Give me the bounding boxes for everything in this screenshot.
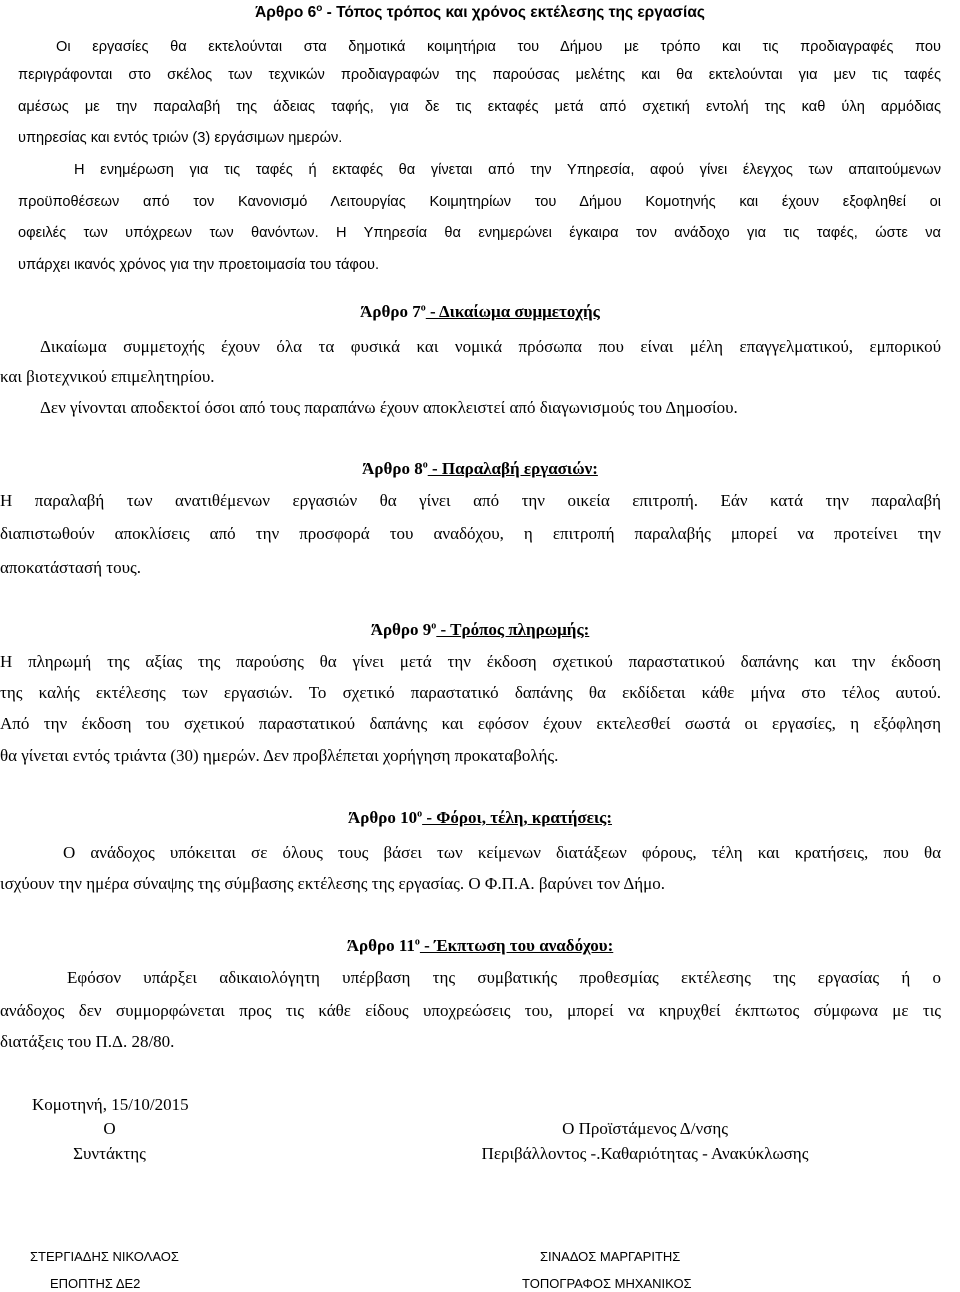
article-11-heading [0, 935, 960, 957]
article-6-p2-line-2: προϋποθέσεων από τον Κανονισμό Λειτουργίας Κοιμητηρίων του Δήμου Κομοτηνής και έχουν εξοφληθεί οι [18, 194, 941, 210]
article-7-title-sup: ο [420, 302, 426, 314]
article-8-p1-line-1: Η παραλαβή των ανατιθέμενων εργασιών θα γίνει από την οικεία επιτροπή. Εάν κατά την παραλαβή [0, 491, 941, 510]
article-10-title-sup: ο [417, 808, 423, 820]
left-signatory-line-1: Ο [103, 1119, 116, 1138]
article-8-title-b: - Παραλαβή εργασιών: [427, 459, 598, 478]
article-6-p2-line-3: οφειλές των υπόχρεων των θανόντων. Η Υπηρεσία θα ενημερώνει έγκαιρα τον ανάδοχο για τις ταφές, ώστε να [18, 225, 941, 241]
article-9-p1-line-2: της καλής εκτέλεσης των εργασιών. Το σχετικό παραστατικό δαπάνης θα εκδίδεται κάθε μήνα στο τέλος αυτού. [0, 683, 941, 702]
article-11-p1-line-2: ανάδοχος δεν συμμορφώνεται προς τις κάθε είδους υποχρεώσεις του, μπορεί να κηρυχθεί έκπτωτος σύμφωνα με τις [0, 1001, 941, 1020]
article-8-heading [0, 458, 960, 480]
right-signer-name: ΣΙΝΑΔΟΣ ΜΑΡΓΑΡΙΤΗΣ [540, 1249, 681, 1264]
article-6-p1-line-4: υπηρεσίας και εντός τριών (3) εργάσιμων ημερών. [18, 130, 343, 146]
article-11-title-b: - Έκπτωση του αναδόχου: [419, 936, 614, 955]
article-10-p1-line-1: Ο ανάδοχος υπόκειται σε όλους τους βάσει των κείμενων διατάξεων φόρους, τέλη και κρατήσεις, που θα [63, 843, 941, 862]
article-6-p1-line-3: αμέσως με την παραλαβή της άδειας ταφής, για δε τις εκταφές μετά από σχετική εντολή της καθ ύλη αρμόδιας [18, 99, 941, 115]
article-9-heading [0, 619, 960, 641]
article-10-title-b: - Φόροι, τέλη, κρατήσεις: [422, 808, 612, 827]
left-signer-name: ΣΤΕΡΓΙΑΔΗΣ ΝΙΚΟΛΑΟΣ [30, 1249, 179, 1264]
article-8-p1-line-2: διαπιστωθούν αποκλίσεις από την προσφορά του αναδόχου, η επιτροπή παραλαβής μπορεί να προτείνει την [0, 524, 941, 543]
article-7-p1-line-2: και βιοτεχνικού επιμελητηρίου. [0, 367, 215, 386]
article-10-heading [0, 807, 960, 829]
left-signatory-line-2: Συντάκτης [73, 1144, 146, 1163]
left-signer-role: ΕΠΟΠΤΗΣ ΔΕ2 [50, 1276, 141, 1291]
article-7-title-a: Άρθρο 7 [360, 302, 421, 321]
article-10-p1-line-2: ισχύουν την ημέρα σύναψης της σύμβασης εκτέλεσης της εργασίας. Ο Φ.Π.Α. βαρύνει τον Δήμο. [0, 874, 666, 893]
article-6-p2-line-4: υπάρχει ικανός χρόνος για την προετοιμασία του τάφου. [18, 257, 380, 273]
article-6-title-sup: ο [316, 2, 323, 14]
article-8-title-a: Άρθρο 8 [362, 459, 423, 478]
article-11-p1-line-1: Εφόσον υπάρξει αδικαιολόγητη υπέρβαση της συμβατικής προθεσμίας εκτέλεσης της εργασίας ή ο [67, 968, 941, 987]
article-8-p1-line-3: αποκατάστασή τους. [0, 558, 141, 577]
article-7-title-b: - Δικαίωμα συμμετοχής [425, 302, 600, 321]
article-11-title-sup: ο [414, 936, 420, 948]
place-date: Κομοτηνή, 15/10/2015 [32, 1095, 189, 1114]
article-8-title-sup: ο [422, 459, 428, 471]
article-9-title-sup: ο [431, 620, 437, 632]
article-6-p2-line-1: Η ενημέρωση για τις ταφές ή εκταφές θα γίνεται από την Υπηρεσία, αφού γίνει έλεγχος των απαιτούμενων [74, 162, 941, 178]
article-9-p1-line-1: Η πληρωμή της αξίας της παρούσης θα γίνει μετά την έκδοση σχετικού παραστατικού δαπάνης και την έκδοση [0, 652, 941, 671]
article-6-heading [0, 2, 960, 24]
article-6-title-a: Άρθρο 6 [255, 4, 317, 21]
article-9-p1-line-4: θα γίνεται εντός τριάντα (30) ημερών. Δεν προβλέπεται χορήγηση προκαταβολής. [0, 746, 559, 765]
article-7-p2: Δεν γίνονται αποδεκτοί όσοι από τους παραπάνω έχουν αποκλειστεί από διαγωνισμούς του Δημοσίου. [40, 398, 738, 417]
article-6-p1-line-2: περιγράφονται στο σκέλος των τεχνικών προδιαγραφών της παρούσας μελέτης και θα εκτελούνται για μεν τις ταφές [18, 67, 941, 83]
article-9-title-b: - Τρόπος πληρωμής: [436, 620, 590, 639]
article-9-title-a: Άρθρο 9 [370, 620, 432, 639]
article-11-title-a: Άρθρο 11 [346, 936, 415, 955]
article-7-heading [0, 301, 960, 323]
right-signatory-line-1: Ο Προϊστάμενος Δ/νσης [562, 1119, 728, 1138]
right-signer-role: ΤΟΠΟΓΡΑΦΟΣ ΜΗΧΑΝΙΚΟΣ [522, 1276, 692, 1291]
article-6-p1-line-1: Οι εργασίες θα εκτελούνται στα δημοτικά κοιμητήρια του Δήμου με τρόπο και τις προδιαγραφές που [56, 39, 941, 55]
article-9-p1-line-3: Από την έκδοση του σχετικού παραστατικού δαπάνης και εφόσον έχουν εκτελεσθεί σωστά οι εργασίες, η εξόφληση [0, 714, 941, 733]
article-10-title-a: Άρθρο 10 [348, 808, 418, 827]
right-signatory-line-2: Περιβάλλοντος -.Καθαριότητας - Ανακύκλωσης [481, 1144, 809, 1163]
article-11-p1-line-3: διατάξεις του Π.Δ. 28/80. [0, 1032, 175, 1051]
article-6-title-b: - Τόπος τρόπος και χρόνος εκτέλεσης της εργασίας [322, 4, 705, 21]
article-7-p1-line-1: Δικαίωμα συμμετοχής έχουν όλα τα φυσικά και νομικά πρόσωπα που είναι μέλη επαγγελματικού, εμπορικού [40, 337, 941, 356]
